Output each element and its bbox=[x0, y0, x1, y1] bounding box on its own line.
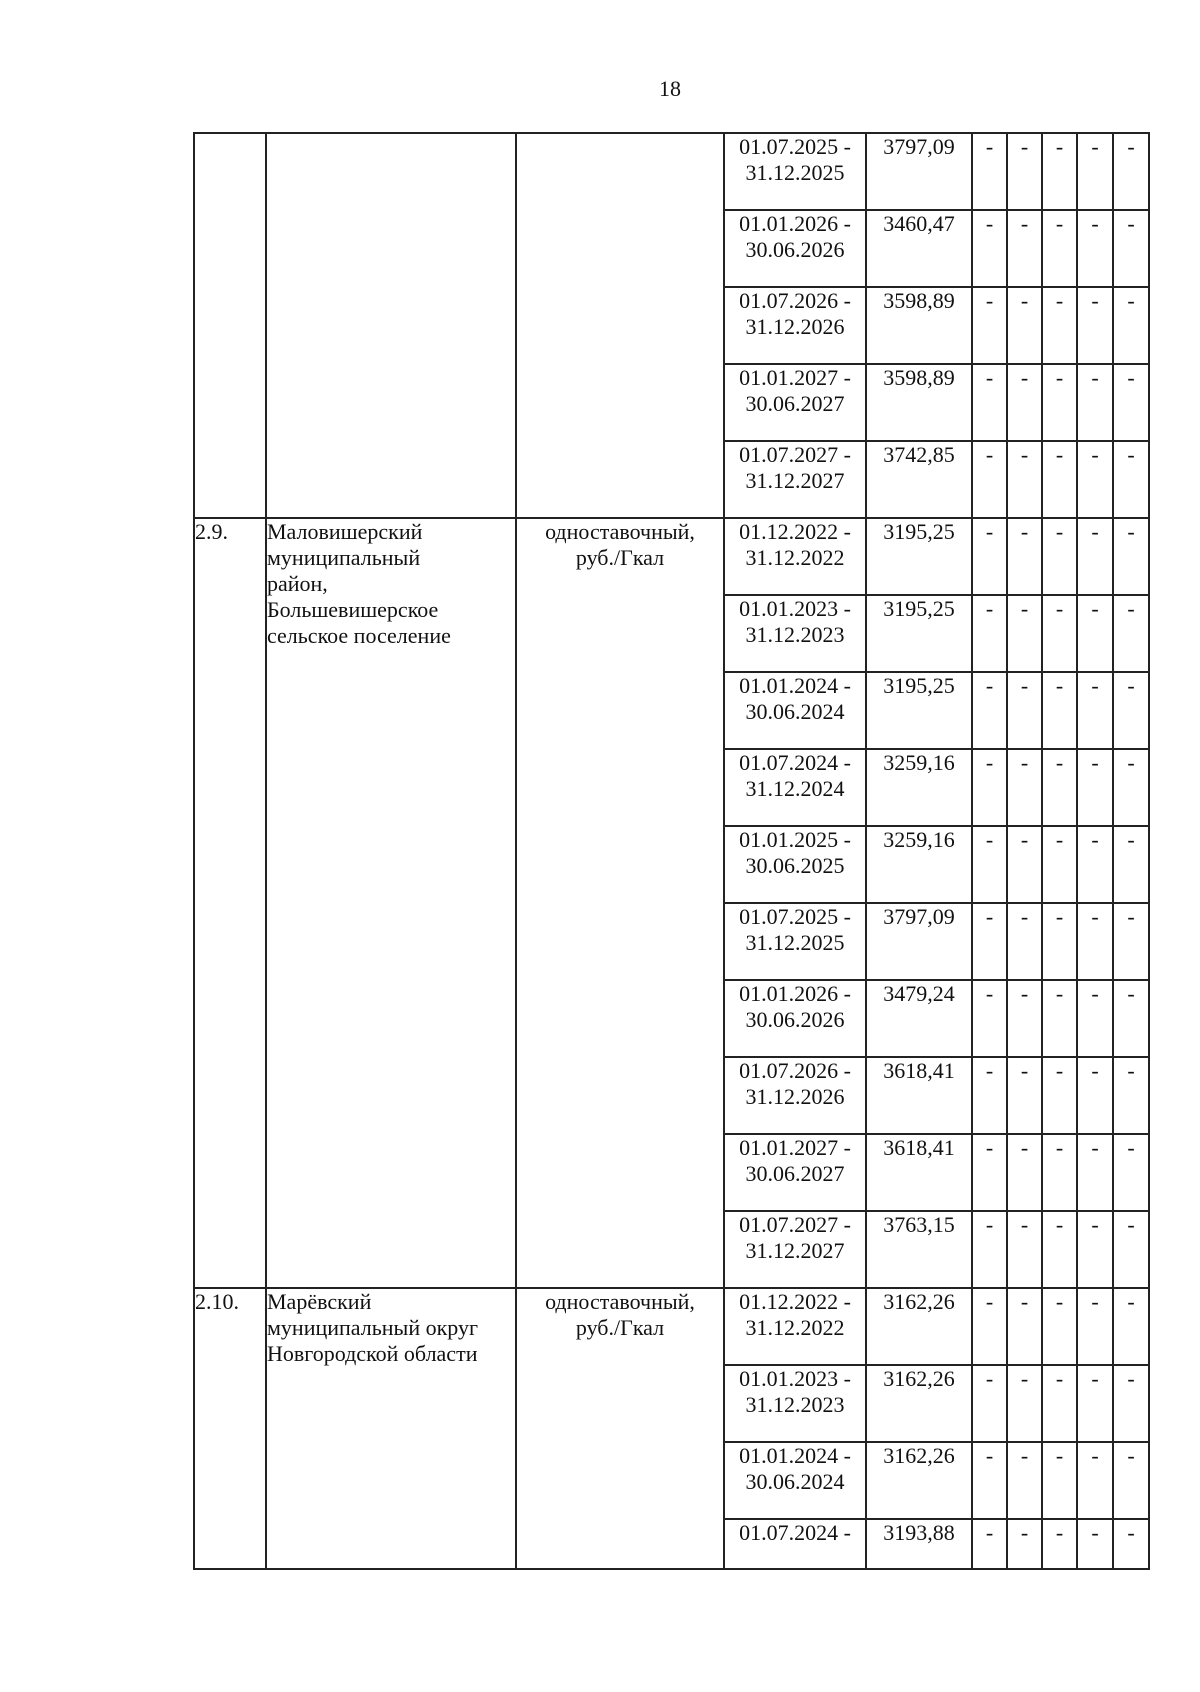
tariff-value: 3195,25 bbox=[866, 595, 972, 672]
territory-name bbox=[266, 518, 516, 1288]
period-line: 01.07.2026 - bbox=[739, 288, 851, 313]
period-line: 30.06.2027 bbox=[745, 1161, 845, 1186]
period-line: 01.01.2023 - bbox=[739, 596, 851, 621]
tariff-value: 3162,26 bbox=[866, 1442, 972, 1519]
period-cell bbox=[724, 1134, 866, 1211]
period-cell bbox=[724, 1442, 866, 1519]
dash-cell: - bbox=[972, 1211, 1007, 1288]
dash-cell: - bbox=[1007, 287, 1042, 364]
table-row bbox=[194, 518, 1149, 595]
dash-cell: - bbox=[1077, 1288, 1113, 1365]
dash-cell: - bbox=[1007, 980, 1042, 1057]
dash-cell: - bbox=[1007, 210, 1042, 287]
dash-cell: - bbox=[1113, 287, 1149, 364]
period-cell bbox=[724, 441, 866, 518]
section-number: 2.10. bbox=[194, 1288, 266, 1569]
dash-cell: - bbox=[1007, 133, 1042, 210]
dash-cell: - bbox=[972, 1288, 1007, 1365]
dash-cell: - bbox=[1113, 518, 1149, 595]
territory-name bbox=[266, 1288, 516, 1569]
dash-cell: - bbox=[1007, 749, 1042, 826]
tariff-value: 3742,85 bbox=[866, 441, 972, 518]
territory-line: муниципальный bbox=[267, 545, 421, 570]
tariff-value: 3460,47 bbox=[866, 210, 972, 287]
rate-type bbox=[516, 1288, 724, 1569]
dash-cell: - bbox=[1113, 1442, 1149, 1519]
tariff-value: 3259,16 bbox=[866, 826, 972, 903]
dash-cell: - bbox=[1007, 1057, 1042, 1134]
dash-cell: - bbox=[1007, 1519, 1042, 1569]
tariff-value: 3162,26 bbox=[866, 1288, 972, 1365]
territory-line: Маловишерский bbox=[267, 519, 423, 544]
dash-cell: - bbox=[1007, 826, 1042, 903]
dash-cell: - bbox=[1113, 1365, 1149, 1442]
dash-cell: - bbox=[1077, 1057, 1113, 1134]
dash-cell: - bbox=[1042, 672, 1077, 749]
dash-cell: - bbox=[1077, 1365, 1113, 1442]
dash-cell: - bbox=[1113, 441, 1149, 518]
dash-cell: - bbox=[1077, 364, 1113, 441]
dash-cell: - bbox=[1113, 1057, 1149, 1134]
dash-cell: - bbox=[1113, 364, 1149, 441]
tariff-value: 3598,89 bbox=[866, 287, 972, 364]
period-cell bbox=[724, 595, 866, 672]
territory-line: Марёвский bbox=[267, 1289, 372, 1314]
period-line: 31.12.2027 bbox=[745, 468, 845, 493]
dash-cell: - bbox=[972, 364, 1007, 441]
dash-cell: - bbox=[1077, 903, 1113, 980]
rate-type bbox=[516, 133, 724, 518]
dash-cell: - bbox=[972, 287, 1007, 364]
period-line: 31.12.2023 bbox=[745, 1392, 845, 1417]
period-line: 31.12.2024 bbox=[745, 776, 845, 801]
dash-cell: - bbox=[972, 903, 1007, 980]
page-number: 18 bbox=[659, 76, 681, 101]
dash-cell: - bbox=[972, 1057, 1007, 1134]
dash-cell: - bbox=[1113, 1211, 1149, 1288]
territory-line: муниципальный округ bbox=[267, 1315, 479, 1340]
dash-cell: - bbox=[1077, 749, 1113, 826]
period-cell bbox=[724, 1288, 866, 1365]
tariff-table-body bbox=[194, 133, 1149, 1569]
dash-cell: - bbox=[1077, 518, 1113, 595]
period-line: 01.01.2027 - bbox=[739, 365, 851, 390]
dash-cell: - bbox=[1113, 595, 1149, 672]
dash-cell: - bbox=[1042, 133, 1077, 210]
dash-cell: - bbox=[1042, 1057, 1077, 1134]
dash-cell: - bbox=[1042, 903, 1077, 980]
dash-cell: - bbox=[1007, 672, 1042, 749]
dash-cell: - bbox=[1042, 595, 1077, 672]
dash-cell: - bbox=[972, 1442, 1007, 1519]
period-line: 01.07.2027 - bbox=[739, 442, 851, 467]
dash-cell: - bbox=[1113, 903, 1149, 980]
dash-cell: - bbox=[1113, 133, 1149, 210]
dash-cell: - bbox=[1007, 1134, 1042, 1211]
dash-cell: - bbox=[972, 1365, 1007, 1442]
period-cell bbox=[724, 826, 866, 903]
dash-cell: - bbox=[1077, 1211, 1113, 1288]
dash-cell: - bbox=[1042, 1134, 1077, 1211]
tariff-value: 3763,15 bbox=[866, 1211, 972, 1288]
dash-cell: - bbox=[1007, 903, 1042, 980]
territory-name bbox=[266, 133, 516, 518]
period-line: 01.01.2024 - bbox=[739, 673, 851, 698]
dash-cell: - bbox=[1113, 826, 1149, 903]
dash-cell: - bbox=[972, 1519, 1007, 1569]
dash-cell: - bbox=[1042, 1211, 1077, 1288]
period-line: 01.01.2026 - bbox=[739, 211, 851, 236]
period-cell bbox=[724, 672, 866, 749]
rate-type-line: одноставочный, bbox=[545, 519, 695, 544]
period-line: 01.01.2026 - bbox=[739, 981, 851, 1006]
dash-cell: - bbox=[1042, 1288, 1077, 1365]
rate-type-line: руб./Гкал bbox=[575, 1315, 665, 1340]
section-number: 2.9. bbox=[194, 518, 266, 1288]
period-line: 30.06.2025 bbox=[745, 853, 845, 878]
period-cell bbox=[724, 287, 866, 364]
period-cell bbox=[724, 210, 866, 287]
period-line: 30.06.2024 bbox=[745, 1469, 845, 1494]
period-line: 30.06.2026 bbox=[745, 1007, 845, 1032]
table-row bbox=[194, 1288, 1149, 1365]
dash-cell: - bbox=[1042, 1365, 1077, 1442]
period-line: 31.12.2023 bbox=[745, 622, 845, 647]
tariff-value: 3195,25 bbox=[866, 672, 972, 749]
dash-cell: - bbox=[1113, 749, 1149, 826]
tariff-value: 3162,26 bbox=[866, 1365, 972, 1442]
tariff-value: 3195,25 bbox=[866, 518, 972, 595]
period-line: 31.12.2022 bbox=[745, 1315, 845, 1340]
period-line: 01.07.2026 - bbox=[739, 1058, 851, 1083]
dash-cell: - bbox=[1042, 749, 1077, 826]
tariff-value: 3193,88 bbox=[866, 1519, 972, 1569]
section-number bbox=[194, 133, 266, 518]
dash-cell: - bbox=[972, 133, 1007, 210]
period-line: 31.12.2025 bbox=[745, 930, 845, 955]
dash-cell: - bbox=[1007, 1288, 1042, 1365]
period-cell bbox=[724, 1365, 866, 1442]
dash-cell: - bbox=[972, 749, 1007, 826]
dash-cell: - bbox=[1077, 210, 1113, 287]
tariff-value: 3479,24 bbox=[866, 980, 972, 1057]
period-line: 30.06.2026 bbox=[745, 237, 845, 262]
period-line: 01.07.2024 - bbox=[739, 750, 851, 775]
dash-cell: - bbox=[1007, 595, 1042, 672]
territory-line: сельское поселение bbox=[267, 623, 451, 648]
dash-cell: - bbox=[1042, 287, 1077, 364]
period-line: 31.12.2022 bbox=[745, 545, 845, 570]
period-line: 01.12.2022 - bbox=[739, 519, 851, 544]
dash-cell: - bbox=[1113, 980, 1149, 1057]
dash-cell: - bbox=[972, 595, 1007, 672]
dash-cell: - bbox=[1007, 1365, 1042, 1442]
period-line: 01.01.2023 - bbox=[739, 1366, 851, 1391]
dash-cell: - bbox=[1007, 441, 1042, 518]
dash-cell: - bbox=[1077, 980, 1113, 1057]
territory-line: район, bbox=[267, 571, 328, 596]
dash-cell: - bbox=[1042, 210, 1077, 287]
rate-type bbox=[516, 518, 724, 1288]
dash-cell: - bbox=[1113, 672, 1149, 749]
period-line: 31.12.2027 bbox=[745, 1238, 845, 1263]
period-line: 30.06.2027 bbox=[745, 391, 845, 416]
period-line: 01.01.2027 - bbox=[739, 1135, 851, 1160]
period-line: 01.01.2025 - bbox=[739, 827, 851, 852]
dash-cell: - bbox=[1077, 133, 1113, 210]
dash-cell: - bbox=[1042, 518, 1077, 595]
dash-cell: - bbox=[1042, 441, 1077, 518]
period-line: 01.12.2022 - bbox=[739, 1289, 851, 1314]
dash-cell: - bbox=[1007, 1442, 1042, 1519]
tariff-value: 3618,41 bbox=[866, 1057, 972, 1134]
dash-cell: - bbox=[1077, 1134, 1113, 1211]
dash-cell: - bbox=[1042, 364, 1077, 441]
territory-line: Новгородской области bbox=[267, 1341, 478, 1366]
period-line: 01.07.2025 - bbox=[739, 134, 851, 159]
dash-cell: - bbox=[972, 518, 1007, 595]
period-cell bbox=[724, 518, 866, 595]
period-line: 01.07.2025 - bbox=[739, 904, 851, 929]
dash-cell: - bbox=[972, 672, 1007, 749]
period-cell bbox=[724, 903, 866, 980]
dash-cell: - bbox=[1113, 1288, 1149, 1365]
table-row bbox=[194, 133, 1149, 210]
period-line: 31.12.2026 bbox=[745, 314, 845, 339]
period-cell bbox=[724, 364, 866, 441]
tariff-table bbox=[193, 132, 1150, 1570]
dash-cell: - bbox=[1077, 826, 1113, 903]
period-cell bbox=[724, 1211, 866, 1288]
tariff-value: 3259,16 bbox=[866, 749, 972, 826]
rate-type-line: одноставочный, bbox=[545, 1289, 695, 1314]
dash-cell: - bbox=[1077, 1442, 1113, 1519]
dash-cell: - bbox=[1042, 1442, 1077, 1519]
period-line: 30.06.2024 bbox=[745, 699, 845, 724]
dash-cell: - bbox=[1007, 364, 1042, 441]
dash-cell: - bbox=[1042, 826, 1077, 903]
dash-cell: - bbox=[1042, 1519, 1077, 1569]
dash-cell: - bbox=[1113, 210, 1149, 287]
dash-cell: - bbox=[1077, 441, 1113, 518]
dash-cell: - bbox=[1077, 287, 1113, 364]
dash-cell: - bbox=[1113, 1134, 1149, 1211]
dash-cell: - bbox=[972, 826, 1007, 903]
dash-cell: - bbox=[1007, 518, 1042, 595]
tariff-value: 3797,09 bbox=[866, 903, 972, 980]
period-cell bbox=[724, 980, 866, 1057]
period-cell bbox=[724, 749, 866, 826]
dash-cell: - bbox=[972, 441, 1007, 518]
dash-cell: - bbox=[1007, 1211, 1042, 1288]
tariff-value: 3618,41 bbox=[866, 1134, 972, 1211]
period-cell bbox=[724, 133, 866, 210]
dash-cell: - bbox=[1113, 1519, 1149, 1569]
period-line: 31.12.2025 bbox=[745, 160, 845, 185]
dash-cell: - bbox=[972, 210, 1007, 287]
territory-line: Большевишерское bbox=[267, 597, 439, 622]
dash-cell: - bbox=[1077, 595, 1113, 672]
period-line: 01.07.2027 - bbox=[739, 1212, 851, 1237]
dash-cell: - bbox=[1042, 980, 1077, 1057]
rate-type-line: руб./Гкал bbox=[575, 545, 665, 570]
period-cell bbox=[724, 1519, 866, 1569]
tariff-value: 3598,89 bbox=[866, 364, 972, 441]
period-line: 01.01.2024 - bbox=[739, 1443, 851, 1468]
dash-cell: - bbox=[1077, 1519, 1113, 1569]
period-line: 31.12.2026 bbox=[745, 1084, 845, 1109]
dash-cell: - bbox=[972, 1134, 1007, 1211]
dash-cell: - bbox=[1077, 672, 1113, 749]
period-line: 01.07.2024 - bbox=[739, 1520, 851, 1545]
dash-cell: - bbox=[972, 980, 1007, 1057]
period-cell bbox=[724, 1057, 866, 1134]
tariff-value: 3797,09 bbox=[866, 133, 972, 210]
